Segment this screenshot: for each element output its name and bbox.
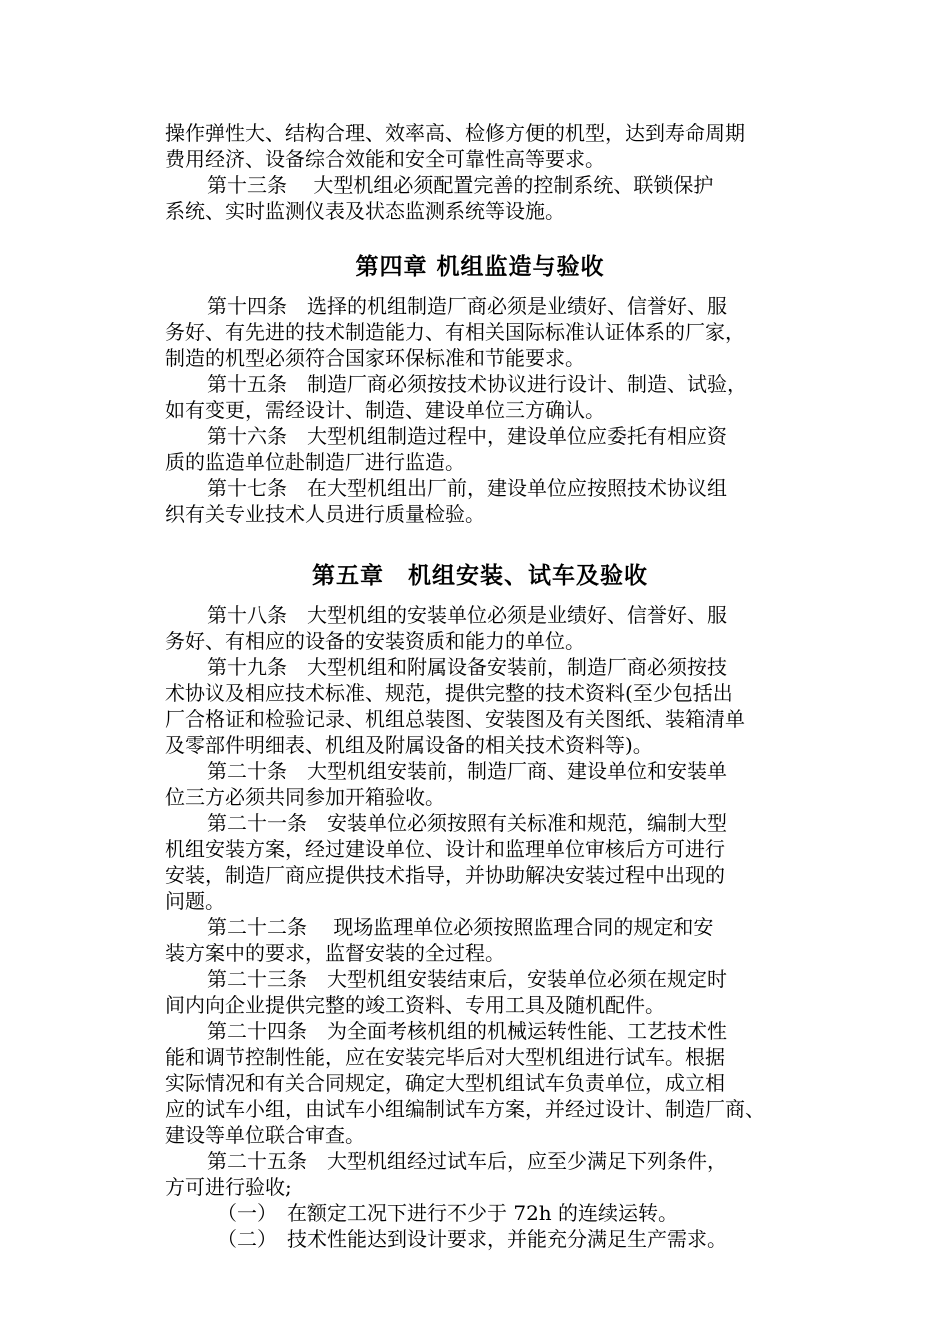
article-paragraph: [165, 120, 795, 172]
text-line: 第十六条 大型机组制造过程中，建设单位应委托有相应资: [207, 424, 727, 448]
text-line: 应的试车小组，由试车小组编制试车方案，并经过设计、制造厂商、: [165, 1097, 765, 1121]
text-line: 第十八条 大型机组的安装单位必须是业绩好、信誉好、服: [207, 603, 727, 627]
article-paragraph: [165, 371, 795, 423]
article-paragraph: [165, 966, 795, 1018]
text-line: 位三方必须共同参加开箱验收。: [165, 785, 445, 809]
text-line: 第十三条 大型机组必须配置完善的控制系统、联锁保护: [207, 173, 714, 197]
text-line: 费用经济、设备综合效能和安全可靠性高等要求。: [165, 147, 605, 171]
article-paragraph: [165, 1018, 795, 1148]
text-line: 质的监造单位赴制造厂进行监造。: [165, 450, 465, 474]
text-line: 操作弹性大、结构合理、效率高、检修方便的机型，达到寿命周期: [165, 121, 745, 145]
text-line: 第十五条 制造厂商必须按技术协议进行设计、制造、试验，: [207, 372, 747, 396]
text-line: 第二十三条 大型机组安装结束后，安装单位必须在规定时: [207, 967, 727, 991]
article-paragraph: [165, 475, 795, 527]
text-line: 第十九条 大型机组和附属设备安装前，制造厂商必须按技: [207, 655, 727, 679]
text-line: 系统、实时监测仪表及状态监测系统等设施。: [165, 199, 565, 223]
text-line: 织有关专业技术人员进行质量检验。: [165, 502, 485, 526]
text-line: 制造的机型必须符合国家环保标准和节能要求。: [165, 346, 585, 370]
text-line: （一） 在额定工况下进行不少于 72h 的连续运转。: [217, 1201, 679, 1225]
text-line: 能和调节控制性能，应在安装完毕后对大型机组进行试车。根据: [165, 1045, 725, 1069]
article-paragraph: [165, 810, 795, 914]
article-paragraph: [165, 172, 795, 224]
text-line: 务好、有相应的设备的安装资质和能力的单位。: [165, 629, 585, 653]
text-line: 实际情况和有关合同规定，确定大型机组试车负责单位，成立相: [165, 1071, 725, 1095]
text-line: 如有变更，需经设计、制造、建设单位三方确认。: [165, 398, 605, 422]
text-line: 第十四条 选择的机组制造厂商必须是业绩好、信誉好、服: [207, 294, 727, 318]
text-line: 装方案中的要求，监督安装的全过程。: [165, 941, 505, 965]
text-line: 术协议及相应技术标准、规范，提供完整的技术资料(至少包括出: [165, 681, 733, 705]
document-body: [165, 120, 795, 1252]
text-line: 厂合格证和检验记录、机组总装图、安装图及有关图纸、装箱清单: [165, 707, 745, 731]
text-line: 务好、有先进的技术制造能力、有相关国际标准认证体系的厂家，: [165, 320, 745, 344]
article-paragraph: [165, 654, 795, 758]
article-paragraph: [165, 423, 795, 475]
list-item: [165, 1226, 795, 1252]
text-line: 及零部件明细表、机组及附属设备的相关技术资料等)。: [165, 733, 653, 757]
text-line: 问题。: [165, 889, 225, 913]
text-line: 第二十五条 大型机组经过试车后，应至少满足下列条件，: [207, 1149, 727, 1173]
text-line: 第二十一条 安装单位必须按照有关标准和规范，编制大型: [207, 811, 727, 835]
article-paragraph: [165, 602, 795, 654]
text-line: 第二十条 大型机组安装前，制造厂商、建设单位和安装单: [207, 759, 727, 783]
text-line: 机组安装方案，经过建设单位、设计和监理单位审核后方可进行: [165, 837, 725, 861]
text-line: 建设等单位联合审查。: [165, 1123, 365, 1147]
text-line: 第二十四条 为全面考核机组的机械运转性能、工艺技术性: [207, 1019, 727, 1043]
chapter-heading: 第四章 机组监造与验收: [355, 254, 605, 280]
article-paragraph: [165, 758, 795, 810]
text-line: 第十七条 在大型机组出厂前，建设单位应按照技术协议组: [207, 476, 727, 500]
text-line: 第二十二条 现场监理单位必须按照监理合同的规定和安: [207, 915, 714, 939]
article-paragraph: [165, 1148, 795, 1200]
chapter-heading: 第五章 机组安装、试车及验收: [312, 563, 648, 589]
text-line: 方可进行验收;: [165, 1175, 292, 1199]
article-paragraph: [165, 914, 795, 966]
text-line: 安装，制造厂商应提供技术指导，并协助解决安装过程中出现的: [165, 863, 725, 887]
list-item: [165, 1200, 795, 1226]
text-line: （二） 技术性能达到设计要求，并能充分满足生产需求。: [217, 1227, 727, 1251]
text-line: 间内向企业提供完整的竣工资料、专用工具及随机配件。: [165, 993, 665, 1017]
article-paragraph: [165, 293, 795, 371]
